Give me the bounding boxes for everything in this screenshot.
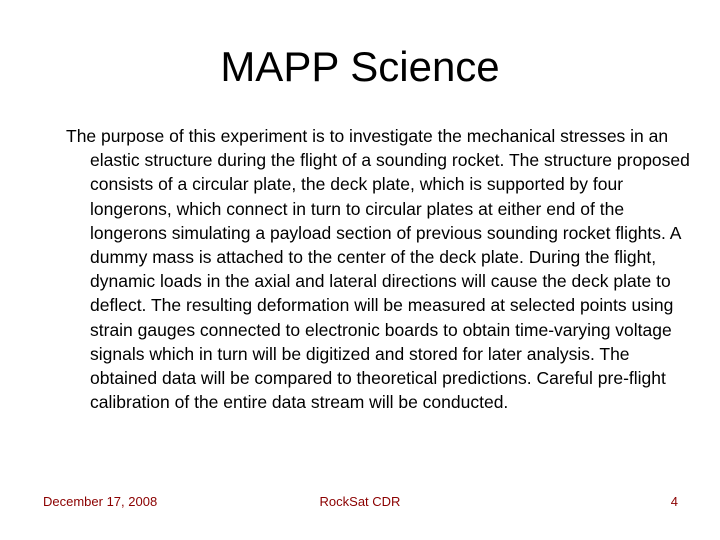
- body-paragraph: The purpose of this experiment is to investigate the mechanical stresses in an elastic structure during the flight of a sounding rocket. The structure proposed consists of a circular plate, the deck plate, which is supported by four longerons, which connect in turn to circular plates at either end of the longerons simulating a payload section of previous sounding rocket flights. A dummy mass is attached to the center of the deck plate. During the flight, dynamic loads in the axial and lateral directions will cause the deck plate to deflect. The resulting deformation will be measured at selected points using strain gauges connected to electronic boards to obtain time-varying voltage signals which in turn will be digitized and stored for later analysis. The obtained data will be compared to theoretical predictions. Careful pre-flight calibration of the entire data stream will be conducted.: [66, 126, 690, 413]
- slide-title: MAPP Science: [220, 43, 500, 90]
- footer-date: December 17, 2008: [43, 494, 158, 509]
- slide-number: 4: [670, 494, 678, 509]
- footer-center-text: RockSat CDR: [319, 494, 401, 509]
